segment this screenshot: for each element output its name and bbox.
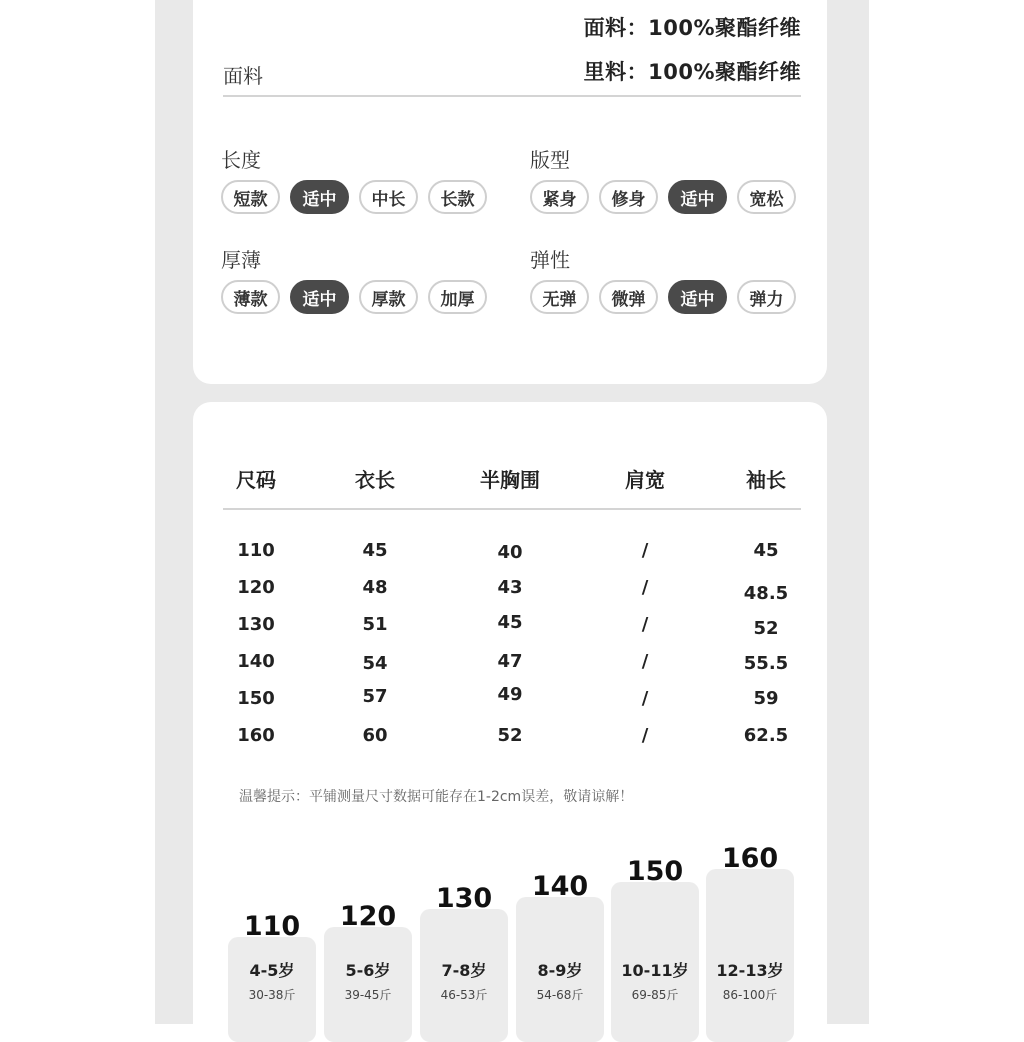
age-size-label: 110 [243,911,301,942]
age-weight: 86-100斤 [722,988,778,1002]
table-cell: 55.5 [743,653,789,674]
attribute-options [221,280,487,314]
age-size-label: 120 [339,901,397,932]
table-row [193,651,827,677]
attribute-title: 版型 [530,148,570,172]
option-pill: 宽松 [737,180,796,214]
table-cell: 110 [237,540,275,561]
age-weight: 30-38斤 [248,988,296,1002]
header-shoulder: 肩宽 [625,468,665,492]
table-cell: 150 [237,688,275,709]
table-cell: / [641,725,649,746]
option-pill: 修身 [599,180,658,214]
header-length: 衣长 [355,468,395,492]
table-cell: 48.5 [743,583,789,604]
table-cell: 43 [497,577,523,598]
attribute-group [221,144,487,214]
option-pill: 短款 [221,180,280,214]
attribute-title: 弹性 [530,248,570,272]
table-cell: 54 [362,653,388,674]
option-pill-selected: 适中 [290,180,349,214]
age-weight: 54-68斤 [536,988,584,1002]
table-cell: 45 [753,540,779,561]
fabric-lining: 里料：100%聚酯纤维 [583,60,801,84]
table-cell: / [641,688,649,709]
table-cell: 140 [237,651,275,672]
fabric-title: 面料 [223,64,263,88]
table-cell: 130 [237,614,275,635]
option-pill-selected: 适中 [290,280,349,314]
table-cell: 62.5 [743,725,789,746]
table-cell: 48 [362,577,388,598]
age-range: 12-13岁 [716,961,784,980]
age-range: 4-5岁 [249,961,295,980]
attribute-title: 厚薄 [221,248,261,272]
age-range: 5-6岁 [345,961,391,980]
table-cell: 52 [753,618,779,639]
option-pill: 弹力 [737,280,796,314]
age-size-label: 160 [721,843,779,874]
age-size-label: 140 [531,871,589,902]
age-weight: 46-53斤 [440,988,488,1002]
table-cell: 40 [497,542,523,563]
option-pill: 长款 [428,180,487,214]
option-pill-selected: 适中 [668,180,727,214]
table-header [193,464,827,494]
option-pill: 无弹 [530,280,589,314]
size-chart-card [193,402,827,1042]
table-cell: / [641,651,649,672]
option-pill: 厚款 [359,280,418,314]
table-cell: 160 [237,725,275,746]
age-range: 10-11岁 [621,961,689,980]
attribute-options [221,180,487,214]
table-cell: 57 [362,686,388,707]
age-size-label: 150 [626,856,684,887]
table-cell: 60 [362,725,388,746]
header-chest: 半胸围 [480,468,540,492]
option-pill-selected: 适中 [668,280,727,314]
attribute-title: 长度 [221,148,261,172]
attribute-group [530,144,796,214]
option-pill: 中长 [359,180,418,214]
measurement-tip: 温馨提示：平铺测量尺寸数据可能存在1-2cm误差，敬请谅解！ [239,789,634,805]
table-cell: 120 [237,577,275,598]
table-divider [223,508,801,510]
table-row [193,540,827,566]
age-box [324,927,412,1042]
table-cell: / [641,614,649,635]
age-weight: 39-45斤 [344,988,392,1002]
table-row [193,684,827,714]
fabric-outer: 面料：100%聚酯纤维 [583,16,801,40]
table-row [193,577,827,603]
age-box [706,869,794,1042]
option-pill: 紧身 [530,180,589,214]
header-sleeve: 袖长 [746,468,786,492]
table-cell: 49 [497,684,523,705]
age-weight: 69-85斤 [631,988,679,1002]
table-cell: / [641,577,649,598]
option-pill: 微弹 [599,280,658,314]
age-range: 8-9岁 [537,961,583,980]
table-cell: 59 [753,688,779,709]
table-row [193,614,827,640]
table-cell: 52 [497,725,523,746]
age-range: 7-8岁 [441,961,487,980]
fabric-attributes-card [193,0,827,384]
table-row [193,725,827,751]
option-pill: 加厚 [428,280,487,314]
table-cell: / [641,540,649,561]
table-cell: 51 [362,614,388,635]
age-size-label: 130 [435,883,493,914]
attribute-options [530,280,796,314]
table-cell: 47 [497,651,523,672]
table-cell: 45 [497,612,523,633]
table-cell: 45 [362,540,388,561]
attribute-group [221,244,487,314]
attribute-group [530,244,796,314]
attribute-options [530,180,796,214]
option-pill: 薄款 [221,280,280,314]
header-size: 尺码 [236,468,276,492]
fabric-divider [223,95,801,97]
